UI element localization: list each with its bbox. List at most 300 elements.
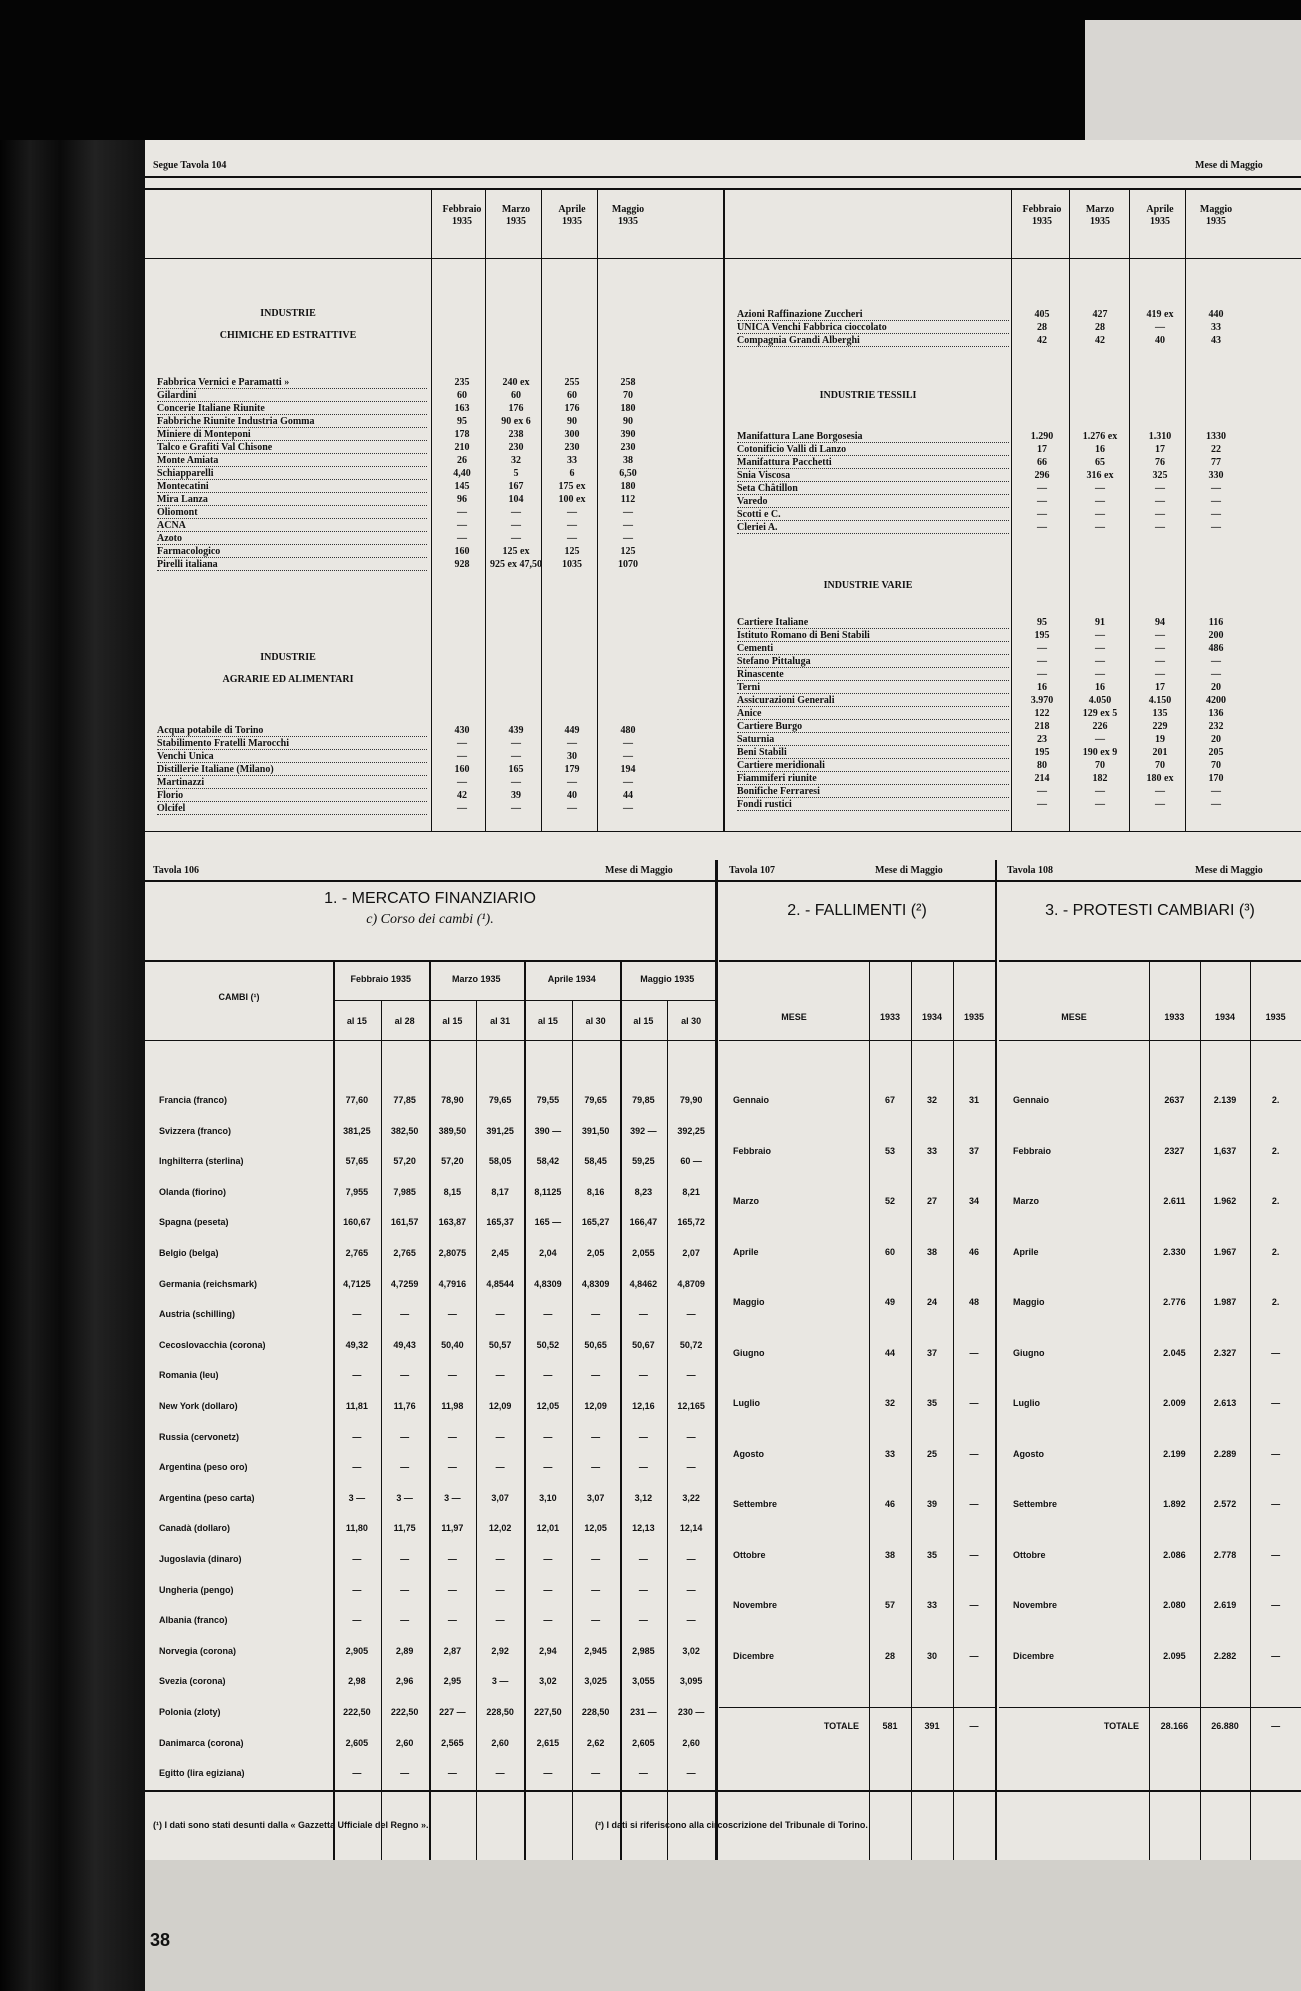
cambi-header: CAMBI (¹) [218,992,260,1002]
count-cell: — [969,1499,979,1509]
rate-cell: — [638,1768,648,1779]
rate-cell: 4,7916 [438,1278,467,1289]
count-cell: 39 [926,1499,937,1509]
row-label: Mira Lanza [157,493,427,506]
rate-cell: 12,02 [488,1523,512,1534]
count-cell: — [969,1650,979,1661]
rate-cell: 3 — [348,1492,366,1503]
row-label: ACNA [157,519,427,532]
count-cell: 32 [926,1095,937,1105]
total-label: TOTALE [823,1721,859,1731]
row-value: 230 [620,442,636,453]
rate-cell: 4,8544 [486,1278,514,1289]
rate-cell: 228,50 [486,1707,514,1717]
rate-cell: 166,47 [629,1217,658,1228]
row-label: Concerie Italiane Riunite [157,402,427,415]
column-header: Maggio 1935 [1199,204,1233,227]
row-value: — [457,803,467,814]
top-middle-divider [723,188,725,831]
row-value: 20 [1211,682,1221,693]
count-cell: 35 [926,1549,937,1560]
row-value: 405 [1034,309,1050,320]
row-value: 129 ex 5 [1082,708,1118,719]
row-value: — [1155,483,1165,494]
row-label: Schiapparelli [157,467,427,480]
rate-cell: — [686,1554,696,1564]
row-value: 19 [1155,734,1165,745]
row-value: 3.970 [1030,695,1054,706]
row-value: — [511,751,521,762]
rate-cell: 165,37 [486,1217,514,1228]
row-value: — [1095,509,1105,520]
rate-cell: 2,94 [539,1645,557,1656]
rate-cell: — [686,1370,696,1381]
row-value: 235 [454,377,470,388]
month-label: Aprile [733,1246,759,1257]
row-value: 104 [508,494,524,505]
row-value: — [1155,656,1165,667]
total-cell: — [1271,1721,1281,1731]
row-value: — [623,533,633,544]
row-value: 205 [1208,747,1224,758]
count-cell: 2.289 [1213,1448,1237,1459]
rate-cell: 12,13 [632,1523,655,1534]
rate-cell: — [543,1462,553,1473]
rate-cell: — [447,1615,457,1626]
count-cell: 2. [1271,1145,1280,1156]
count-cell: — [1271,1448,1281,1459]
count-cell: 35 [926,1398,937,1408]
rate-cell: 2,605 [632,1737,655,1748]
row-value: 125 [564,546,580,557]
rate-cell: 79,90 [679,1095,703,1105]
rate-cell: 3,025 [584,1676,607,1687]
section-title: INDUSTRIE [260,652,316,663]
row-label: Gilardini [157,389,427,402]
row-value: 480 [620,725,636,736]
column-rule [1069,188,1070,831]
row-label: Azioni Raffinazione Zuccheri [737,308,1009,321]
rate-cell: 8,23 [634,1186,653,1197]
month-label: Dicembre [1013,1650,1055,1661]
row-value: — [1037,496,1047,507]
count-cell: 48 [968,1297,979,1307]
header-right: Mese di Maggio [1195,160,1263,171]
row-label: Stabilimento Fratelli Marocchi [157,737,427,750]
row-value: 176 [508,403,524,414]
row-value: — [1037,483,1047,494]
row-value: — [511,803,521,814]
row-label: Fabbrica Vernici e Paramatti » [157,376,427,389]
rate-cell: 4,8309 [581,1278,610,1289]
row-value: — [457,738,467,749]
count-cell: 37 [926,1347,937,1358]
month-group-header: Aprile 1934 [547,974,596,984]
row-value: 16 [1037,682,1047,693]
count-cell: 2.009 [1163,1398,1186,1408]
row-value: 230 [508,442,524,453]
count-cell: 2327 [1164,1145,1185,1156]
count-cell: — [1271,1600,1281,1610]
row-value: 330 [1208,470,1224,481]
rate-cell: — [400,1615,410,1626]
count-cell: 2.080 [1163,1600,1186,1610]
row-value: 17 [1037,444,1047,455]
month-label: Ottobre [1013,1549,1046,1560]
row-value: 16 [1095,682,1105,693]
day-header: al 15 [346,1016,367,1026]
count-cell: 60 [884,1246,895,1257]
year-header: 1935 [963,1012,985,1022]
count-cell: 28 [884,1650,895,1661]
rate-cell: 165,27 [581,1217,610,1228]
rate-cell: 8,15 [443,1186,462,1197]
row-value: 296 [1034,470,1050,481]
row-value: — [1095,522,1105,533]
row-value: 43 [1211,335,1221,346]
rate-cell: 3,22 [682,1492,700,1503]
row-value: 80 [1037,760,1047,771]
rate-cell: 3 — [396,1492,413,1503]
row-value: 316 ex [1086,470,1114,481]
row-label: Fondi rustici [737,798,1009,811]
count-cell: — [969,1549,979,1560]
row-value: 180 [620,481,636,492]
count-cell: — [969,1347,979,1358]
rate-cell: — [495,1309,505,1320]
row-value: 66 [1037,457,1047,468]
bottom-band [145,1860,1301,1991]
rate-cell: — [447,1584,457,1595]
month-header: MESE [1061,1012,1087,1022]
month-label: Luglio [1013,1398,1040,1408]
rate-cell: 12,165 [677,1401,705,1411]
row-value: 32 [511,455,521,466]
rate-cell: 2,945 [584,1645,607,1656]
row-value: 182 [1092,773,1108,784]
month-label: Marzo [733,1196,760,1206]
rate-cell: — [591,1554,601,1564]
rate-cell: 11,97 [441,1523,464,1534]
rate-cell: — [495,1554,505,1564]
month-label: Maggio [733,1297,765,1307]
table-label: Tavola 107 [729,865,776,876]
row-value: — [457,751,467,762]
row-value: 95 [1037,617,1047,628]
month-label: Agosto [733,1448,764,1459]
rate-cell: 12,16 [632,1401,655,1411]
rate-cell: — [591,1309,601,1320]
row-value: 1070 [618,559,638,570]
row-value: 925 ex 47,50 [490,559,542,570]
row-value: — [623,803,633,814]
rate-cell: 11,98 [441,1401,464,1411]
month-label: Febbraio [733,1145,772,1156]
count-cell: 24 [926,1297,937,1307]
row-value: 165 [508,764,524,775]
row-value: 96 [457,494,467,505]
column-header: Aprile 1935 [1146,204,1174,227]
rate-cell: 2,07 [682,1248,700,1258]
rate-cell: — [591,1431,601,1442]
row-value: — [567,803,577,814]
row-value: — [1095,643,1105,654]
year-header: 1934 [921,1012,943,1022]
section-title: INDUSTRIE TESSILI [819,390,917,401]
row-label: Varedo [737,495,1009,508]
rate-cell: 392 — [630,1125,657,1136]
rate-cell: 11,76 [393,1401,416,1411]
rate-cell: 60 — [680,1156,702,1167]
row-value: 194 [620,764,636,775]
row-value: 232 [1208,721,1224,732]
row-value: — [511,738,521,749]
page-number: 38 [150,1930,171,1950]
currency-label: Francia (franco) [159,1095,228,1105]
day-header: al 15 [537,1016,558,1026]
row-value: 112 [620,494,636,505]
row-value: — [1037,656,1047,667]
month-label: Gennaio [733,1095,770,1105]
section-title: AGRARIE ED ALIMENTARI [222,674,354,685]
rate-cell: 12,05 [584,1523,607,1534]
count-cell: 2. [1271,1196,1280,1206]
rate-cell: 8,21 [682,1186,700,1197]
tables-divider [995,860,997,1860]
row-value: — [1211,656,1221,667]
row-value: 4200 [1206,695,1226,706]
row-value: 226 [1092,721,1108,732]
total-cell: 581 [882,1721,898,1731]
row-value: 1035 [562,559,582,570]
rate-cell: 2,04 [539,1248,557,1258]
rate-cell: — [352,1431,362,1442]
row-value: 238 [508,429,524,440]
rate-cell: — [686,1584,696,1595]
tab108-header-bottom [999,1040,1301,1041]
row-value: 440 [1208,309,1224,320]
row-value: — [1211,799,1221,810]
row-value: 6,50 [619,468,637,479]
row-label: Cartiere Burgo [737,720,1009,733]
left-dark-band [0,140,145,1991]
row-value: — [511,533,521,544]
row-value: — [457,533,467,544]
row-value: 17 [1155,682,1165,693]
rate-cell: — [400,1431,410,1442]
rate-cell: — [352,1615,362,1626]
count-cell: 33 [926,1600,937,1610]
row-value: 122 [1034,708,1050,719]
rate-cell: 49,32 [345,1339,369,1350]
rate-cell: — [591,1615,601,1626]
row-value: — [1095,483,1105,494]
rate-cell: 59,25 [632,1156,655,1167]
day-header: al 30 [681,1016,702,1026]
row-value: 70 [623,390,633,401]
rate-cell: 2,985 [632,1645,655,1656]
year-header: 1935 [1265,1012,1286,1022]
count-cell: 2. [1271,1297,1280,1307]
rate-cell: 58,45 [584,1156,607,1167]
tab108-total-rule [999,1707,1301,1708]
row-value: 42 [1095,335,1105,346]
row-value: 125 [620,546,636,557]
currency-label: Svizzera (franco) [159,1125,232,1136]
rate-cell: 7,985 [393,1186,416,1197]
rate-cell: 382,50 [390,1125,419,1136]
row-value: 22 [1211,444,1221,455]
row-value: 179 [564,764,580,775]
row-value: 160 [454,764,470,775]
row-value: 4.050 [1088,695,1112,706]
row-value: 195 [1034,747,1050,758]
rate-cell: 8,1125 [534,1186,562,1197]
row-value: — [1037,799,1047,810]
currency-label: Egitto (lira egiziana) [159,1768,245,1779]
month-label: Settembre [1013,1499,1058,1509]
row-value: — [1095,656,1105,667]
currency-label: Russia (cervonetz) [159,1431,240,1442]
rate-cell: 4,8709 [677,1278,705,1289]
rate-cell: 2,60 [491,1737,509,1748]
rate-cell: 165 — [534,1217,562,1228]
column-header: Febbraio 1935 [442,204,482,227]
rate-cell: 50,72 [679,1339,703,1350]
currency-label: Austria (schilling) [159,1309,236,1320]
row-value: — [1211,496,1221,507]
total-cell: 26.880 [1211,1721,1239,1731]
row-value: — [1037,786,1047,797]
row-value: — [1211,483,1221,494]
rate-cell: — [591,1768,601,1779]
rate-cell: 12,09 [584,1401,607,1411]
month-label: Giugno [1013,1347,1045,1358]
rate-cell: — [400,1462,410,1473]
rate-cell: 77,60 [345,1095,369,1105]
rate-cell: 222,50 [390,1707,419,1717]
row-value: 218 [1034,721,1050,732]
rate-cell: — [447,1554,457,1564]
footnote-1: (¹) I dati sono stati desunti dalla « Gazzetta Ufficiale del Regno ». [153,1820,429,1830]
count-cell: 52 [884,1196,895,1206]
rate-cell: 77,85 [393,1095,416,1105]
row-value: 70 [1155,760,1165,771]
row-value: — [1155,786,1165,797]
count-cell: 1.962 [1213,1196,1237,1206]
row-value: 26 [457,455,467,466]
table-label: Tavola 106 [153,865,200,876]
month-label: Novembre [1013,1600,1058,1610]
row-label: Olcifel [157,802,427,815]
row-value: — [567,738,577,749]
row-value: — [1155,322,1165,333]
year-header: 1933 [1164,1012,1185,1022]
rate-cell: 2,05 [586,1248,605,1258]
row-value: — [623,738,633,749]
count-cell: — [1271,1549,1281,1560]
row-value: — [567,507,577,518]
rate-cell: 230 — [677,1707,705,1717]
row-label: Snia Viscosa [737,469,1009,482]
rate-cell: 79,55 [536,1095,560,1105]
currency-label: Jugoslavia (dinaro) [159,1554,242,1564]
row-value: 77 [1211,457,1221,468]
currency-label: Cecoslovacchia (corona) [159,1339,266,1350]
row-value: — [567,520,577,531]
footnote-rule [145,1790,1301,1792]
count-cell: 31 [968,1095,979,1105]
month-label: Novembre [733,1600,778,1610]
rate-cell: 3,07 [491,1492,509,1503]
row-label: Cementi [737,642,1009,655]
count-cell: 2.613 [1213,1398,1237,1408]
row-value: 70 [1095,760,1105,771]
count-cell: 25 [926,1448,937,1459]
row-value: 1.276 ex [1082,431,1118,442]
row-value: 17 [1155,444,1165,455]
rate-cell: 79,65 [488,1095,512,1105]
row-value: — [511,777,521,788]
count-cell: 1.987 [1213,1297,1237,1307]
row-value: 175 ex [558,481,586,492]
rate-cell: — [543,1584,553,1595]
row-value: 90 ex 6 [501,416,531,427]
row-value: 91 [1095,617,1105,628]
currency-label: Olanda (fiorino) [159,1186,226,1197]
row-value: 39 [511,790,521,801]
count-cell: 34 [968,1196,979,1206]
tab107-title: 2. - FALLIMENTI (²) [787,902,927,919]
row-value: 94 [1155,617,1165,628]
table-label: Tavola 108 [1007,865,1054,876]
row-value: 200 [1208,630,1224,641]
rate-cell: 3 — [491,1676,509,1687]
rate-cell: 227 — [439,1707,466,1717]
month-label: Agosto [1013,1448,1044,1459]
rate-cell: 12,14 [679,1523,703,1534]
row-label: Manifattura Pacchetti [737,456,1009,469]
row-value: 60 [457,390,467,401]
row-value: 70 [1211,760,1221,771]
rate-cell: 2,765 [393,1248,416,1258]
rate-cell: — [352,1462,362,1473]
count-cell: 2.330 [1163,1246,1186,1257]
row-value: 180 ex [1146,773,1174,784]
row-value: 125 ex [502,546,530,557]
rate-cell: 2,905 [345,1645,369,1656]
rate-cell: 12,05 [536,1401,560,1411]
count-cell: 1,637 [1213,1145,1237,1156]
row-value: 76 [1155,457,1165,468]
row-value: — [511,520,521,531]
row-value: — [1095,496,1105,507]
table-month: Mese di Maggio [605,865,673,876]
row-value: — [623,520,633,531]
row-value: 176 [564,403,580,414]
row-value: 430 [454,725,470,736]
rate-cell: 3,12 [634,1492,653,1503]
row-value: 170 [1208,773,1224,784]
count-cell: — [1271,1650,1281,1661]
row-value: 190 ex 9 [1082,747,1118,758]
row-label: Assicurazioni Generali [737,694,1009,707]
row-value: 195 [1034,630,1050,641]
count-cell: — [1271,1347,1281,1358]
row-value: — [1211,786,1221,797]
year-header: 1934 [1214,1012,1235,1022]
currency-label: Argentina (peso carta) [159,1492,255,1503]
